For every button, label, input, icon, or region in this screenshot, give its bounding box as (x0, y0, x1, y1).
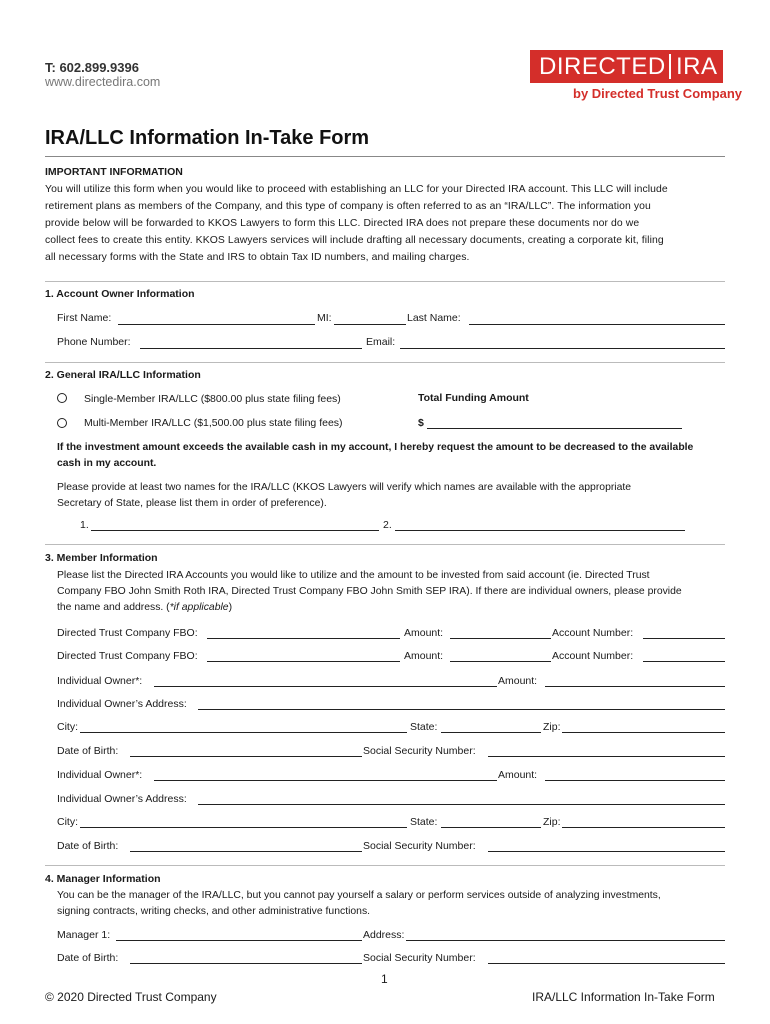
amount-label: Amount: (404, 650, 444, 662)
owner-2-state-field[interactable] (441, 827, 541, 828)
logo-tagline: by Directed Trust Company (573, 86, 743, 101)
fbo-1-field[interactable] (207, 638, 400, 639)
member-intro-line: Please list the Directed IRA Accounts you would like to utilize and the amount to be invested from said account (ie. Directed Trust (57, 570, 650, 581)
zip-label: Zip: (543, 721, 561, 733)
member-intro-line (57, 600, 682, 616)
owner-2-amount-field[interactable] (545, 780, 725, 781)
section-divider (45, 281, 725, 282)
important-line: all necessary forms with the State and IRS to obtain Tax ID numbers, and mailing charges. (45, 252, 470, 263)
owner-2-ssn-field[interactable] (488, 851, 725, 852)
name2-label: 2. (383, 519, 392, 531)
logo-left-text: DIRECTED (539, 52, 666, 80)
owner-2-address-field[interactable] (198, 804, 725, 805)
single-member-radio[interactable] (57, 393, 67, 403)
total-funding-field[interactable] (427, 428, 682, 429)
owner-address-label: Individual Owner’s Address: (57, 793, 187, 805)
ssn-label: Social Security Number: (363, 840, 476, 852)
names-instructions-line: Secretary of State, please list them in order of preference). (57, 498, 327, 509)
dob-label: Date of Birth: (57, 745, 119, 757)
email-field[interactable] (400, 348, 725, 349)
section-divider (45, 362, 725, 363)
section-divider (45, 544, 725, 545)
multi-member-radio[interactable] (57, 418, 67, 428)
important-heading: IMPORTANT INFORMATION (45, 166, 183, 178)
member-intro (57, 568, 682, 616)
last-name-field[interactable] (469, 324, 725, 325)
funding-notice (57, 440, 693, 472)
individual-owner-label: Individual Owner*: (57, 675, 143, 687)
logo (530, 50, 723, 83)
page-number: 1 (381, 972, 388, 986)
title-rule (45, 156, 725, 157)
fbo-label: Directed Trust Company FBO: (57, 650, 198, 662)
llc-name-2-field[interactable] (395, 530, 685, 531)
funding-notice-line: cash in my account. (57, 458, 157, 469)
owner-1-state-field[interactable] (441, 732, 541, 733)
address-label: Address: (363, 929, 405, 941)
fbo-1-account-field[interactable] (643, 638, 725, 639)
owner-2-city-field[interactable] (80, 827, 407, 828)
name1-label: 1. (80, 519, 89, 531)
dob-label: Date of Birth: (57, 952, 119, 964)
footer-form-name: IRA/LLC Information In-Take Form (532, 990, 715, 1004)
manager-ssn-field[interactable] (488, 963, 725, 964)
single-member-label: Single-Member IRA/LLC ($800.00 plus state filing fees) (84, 393, 341, 405)
manager-address-field[interactable] (406, 940, 725, 941)
important-text (45, 181, 735, 266)
logo-right-text: IRA (676, 52, 718, 80)
website-url[interactable]: www.directedira.com (45, 75, 161, 89)
last-name-label: Last Name: (407, 312, 461, 324)
ssn-label: Social Security Number: (363, 952, 476, 964)
first-name-field[interactable] (118, 324, 315, 325)
city-label: City: (57, 721, 78, 733)
names-instructions (57, 480, 631, 512)
total-funding-label: Total Funding Amount (418, 392, 529, 404)
manager1-label: Manager 1: (57, 929, 111, 941)
important-line: You will utilize this form when you would like to proceed with establishing an LLC for your Directed IRA account. This LLC will include (45, 184, 668, 195)
fbo-2-amount-field[interactable] (450, 661, 551, 662)
fbo-2-field[interactable] (207, 661, 400, 662)
account-number-label: Account Number: (552, 627, 634, 639)
dob-label: Date of Birth: (57, 840, 119, 852)
owner-1-amount-field[interactable] (545, 686, 725, 687)
section4-heading: 4. Manager Information (45, 873, 161, 885)
names-instructions-line: Please provide at least two names for the IRA/LLC (KKOS Lawyers will verify which names are available with the appropriate (57, 482, 632, 493)
fbo-2-account-field[interactable] (643, 661, 725, 662)
email-label: Email: (366, 336, 396, 348)
zip-label: Zip: (543, 816, 561, 828)
owner-address-label: Individual Owner’s Address: (57, 698, 187, 710)
mi-label: MI: (317, 312, 332, 324)
fbo-1-amount-field[interactable] (450, 638, 551, 639)
owner-1-zip-field[interactable] (562, 732, 725, 733)
copyright: © 2020 Directed Trust Company (45, 990, 217, 1004)
section2-heading: 2. General IRA/LLC Information (45, 369, 201, 381)
multi-member-label: Multi-Member IRA/LLC ($1,500.00 plus state filing fees) (84, 417, 343, 429)
member-intro-text: the name and address. ( (57, 602, 170, 613)
manager-intro-line: You can be the manager of the IRA/LLC, but you cannot pay yourself a salary or perform services outside of analyzing investments, (57, 890, 661, 901)
owner-1-name-field[interactable] (154, 686, 497, 687)
member-intro-close: ) (228, 602, 233, 613)
first-name-label: First Name: (57, 312, 112, 324)
member-intro-line: Company FBO John Smith Roth IRA, Directed Trust Company FBO John Smith SEP IRA). If there are individual owners, please provide (57, 586, 682, 597)
funding-notice-line: If the investment amount exceeds the available cash in my account, I hereby request the amount to be decreased to the available (57, 442, 694, 453)
manager-intro (57, 888, 661, 920)
owner-1-city-field[interactable] (80, 732, 407, 733)
manager-dob-field[interactable] (130, 963, 362, 964)
owner-2-dob-field[interactable] (130, 851, 362, 852)
amount-label: Amount: (404, 627, 444, 639)
llc-name-1-field[interactable] (91, 530, 379, 531)
owner-1-address-field[interactable] (198, 709, 725, 710)
dollar-sign: $ (418, 417, 424, 429)
owner-2-zip-field[interactable] (562, 827, 725, 828)
section1-heading: 1. Account Owner Information (45, 288, 195, 300)
section-divider (45, 865, 725, 866)
fbo-label: Directed Trust Company FBO: (57, 627, 198, 639)
page-title: IRA/LLC Information In-Take Form (45, 127, 370, 149)
state-label: State: (410, 816, 438, 828)
ssn-label: Social Security Number: (363, 745, 476, 757)
logo-divider (669, 54, 671, 79)
city-label: City: (57, 816, 78, 828)
owner-2-name-field[interactable] (154, 780, 497, 781)
owner-1-dob-field[interactable] (130, 756, 362, 757)
phone-field[interactable] (140, 348, 362, 349)
owner-1-ssn-field[interactable] (488, 756, 725, 757)
phone-label: Phone Number: (57, 336, 131, 348)
manager-intro-line: signing contracts, writing checks, and other administrative functions. (57, 906, 371, 917)
phone-number: T: 602.899.9396 (45, 60, 139, 75)
important-line: provide below will be forwarded to KKOS Lawyers to form this LLC. Directed IRA does not prepare these documents nor do we (45, 218, 640, 229)
state-label: State: (410, 721, 438, 733)
amount-label: Amount: (498, 675, 538, 687)
section3-heading: 3. Member Information (45, 552, 158, 564)
account-number-label: Account Number: (552, 650, 634, 662)
if-applicable-note: *if applicable (169, 602, 229, 613)
individual-owner-label: Individual Owner*: (57, 769, 143, 781)
important-line: collect fees to create this entity. KKOS Lawyers services will include drafting all necessary documents, creating a corporate kit, filing (45, 235, 664, 246)
mi-field[interactable] (334, 324, 406, 325)
amount-label: Amount: (498, 769, 538, 781)
important-line: retirement plans as members of the Company, and this type of company is often referred to as an “IRA/LLC”. The information you (45, 201, 651, 212)
manager-1-field[interactable] (116, 940, 362, 941)
